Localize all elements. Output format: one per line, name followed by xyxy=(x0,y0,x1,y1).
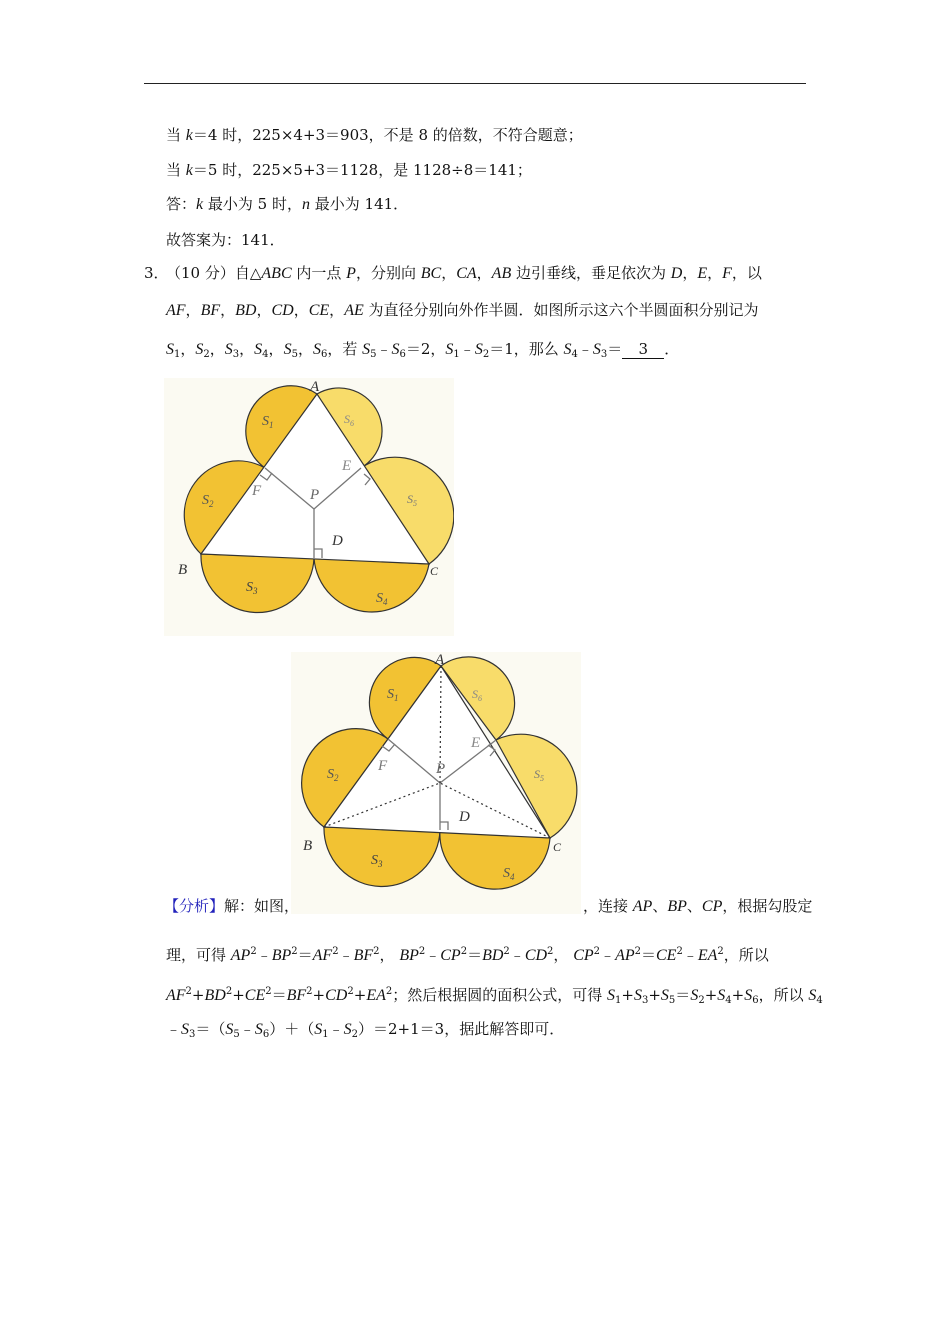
solution-line-answer: 答：k 最小为 5 时，n 最小为 141． xyxy=(166,195,409,213)
question-line-3: $S_1$，$S_2$，$S_3$，$S_4$，$S_5$，$S_6$，若 $S_5﹣S_6=2$，$S_1﹣S_2=1$，那么 $S_4﹣S_3= 3$ ． xyxy=(166,340,680,360)
label-a: A xyxy=(310,379,320,395)
label-s5: $S_5$ xyxy=(407,492,417,508)
header-rule xyxy=(144,83,806,84)
label-s2: $S_2$ xyxy=(202,493,214,509)
label-s4: $S_4$ xyxy=(376,591,388,607)
label-s1: $S_1$ xyxy=(262,414,274,430)
solution-line-k5: 当 k＝5 时，225×5+3＝1128，是 1128÷8＝141； xyxy=(166,161,532,179)
analysis-line-4: $﹣S_3=(S_5﹣S_6)+(S_1﹣S_2)=2+1=3$，据此解答即可． xyxy=(166,1020,565,1040)
question-line-2: AF，BF，BD，CD，CE，AE 为直径分别向外作半圆．如图所示这六个半圆面积分别记为 xyxy=(166,301,759,319)
label-s4: $S_4$ xyxy=(503,866,515,882)
analysis-line-1a: 【分析】解：如图， xyxy=(164,897,300,915)
label-c: C xyxy=(553,840,562,854)
label-s3: $S_3$ xyxy=(246,580,258,596)
question-line-1: （10 分）自△ABC 内一点 P，分别向 BC，CA，AB 边引垂线，垂足依次为 D，E，F，以 xyxy=(166,264,762,282)
label-s1: $S_1$ xyxy=(387,687,399,703)
label-a: A xyxy=(435,652,445,668)
label-b: B xyxy=(303,838,313,854)
label-s3: $S_3$ xyxy=(371,853,383,869)
label-s6: $S_6$ xyxy=(472,687,482,703)
figure-original xyxy=(164,378,454,636)
label-p: P xyxy=(310,487,320,503)
label-e: E xyxy=(342,458,352,474)
analysis-line-3: $AF^2+BD^2+CE^2=BF^2+CD^2+EA^2$；然后根据圆的面积公式，可得 $S_1+S_3+S_5=S_2+S_4+S_6$，所以 $S_4$ xyxy=(166,986,823,1006)
label-s6: $S_6$ xyxy=(344,412,354,428)
label-s5: $S_5$ xyxy=(534,767,544,783)
label-d: D xyxy=(332,533,343,549)
answer-blank: 3 xyxy=(622,340,664,359)
label-e: E xyxy=(471,735,481,751)
question-number: 3． xyxy=(144,264,169,282)
label-p: P xyxy=(436,761,446,777)
analysis-tag: 【分析】 xyxy=(164,897,225,915)
label-s2: $S_2$ xyxy=(327,767,339,783)
label-d: D xyxy=(459,809,470,825)
solution-line-k4: 当 k＝4 时，225×4+3＝903，不是 8 的倍数，不符合题意； xyxy=(166,126,583,144)
label-f: F xyxy=(378,758,388,774)
label-f: F xyxy=(252,483,262,499)
label-c: C xyxy=(430,564,439,578)
figure-analysis xyxy=(291,652,581,914)
solution-line-final: 故答案为：141． xyxy=(166,231,285,249)
analysis-line-2: 理，可得 $AP^2﹣BP^2=AF^2﹣BF^2$， $BP^2﹣CP^2=BD^2﹣CD^2$， $CP^2﹣AP^2=CE^2﹣EA^2$，所以 xyxy=(166,946,769,964)
label-b: B xyxy=(178,562,188,578)
analysis-line-1b: ，连接 AP、BP、CP，根据勾股定 xyxy=(583,897,813,915)
